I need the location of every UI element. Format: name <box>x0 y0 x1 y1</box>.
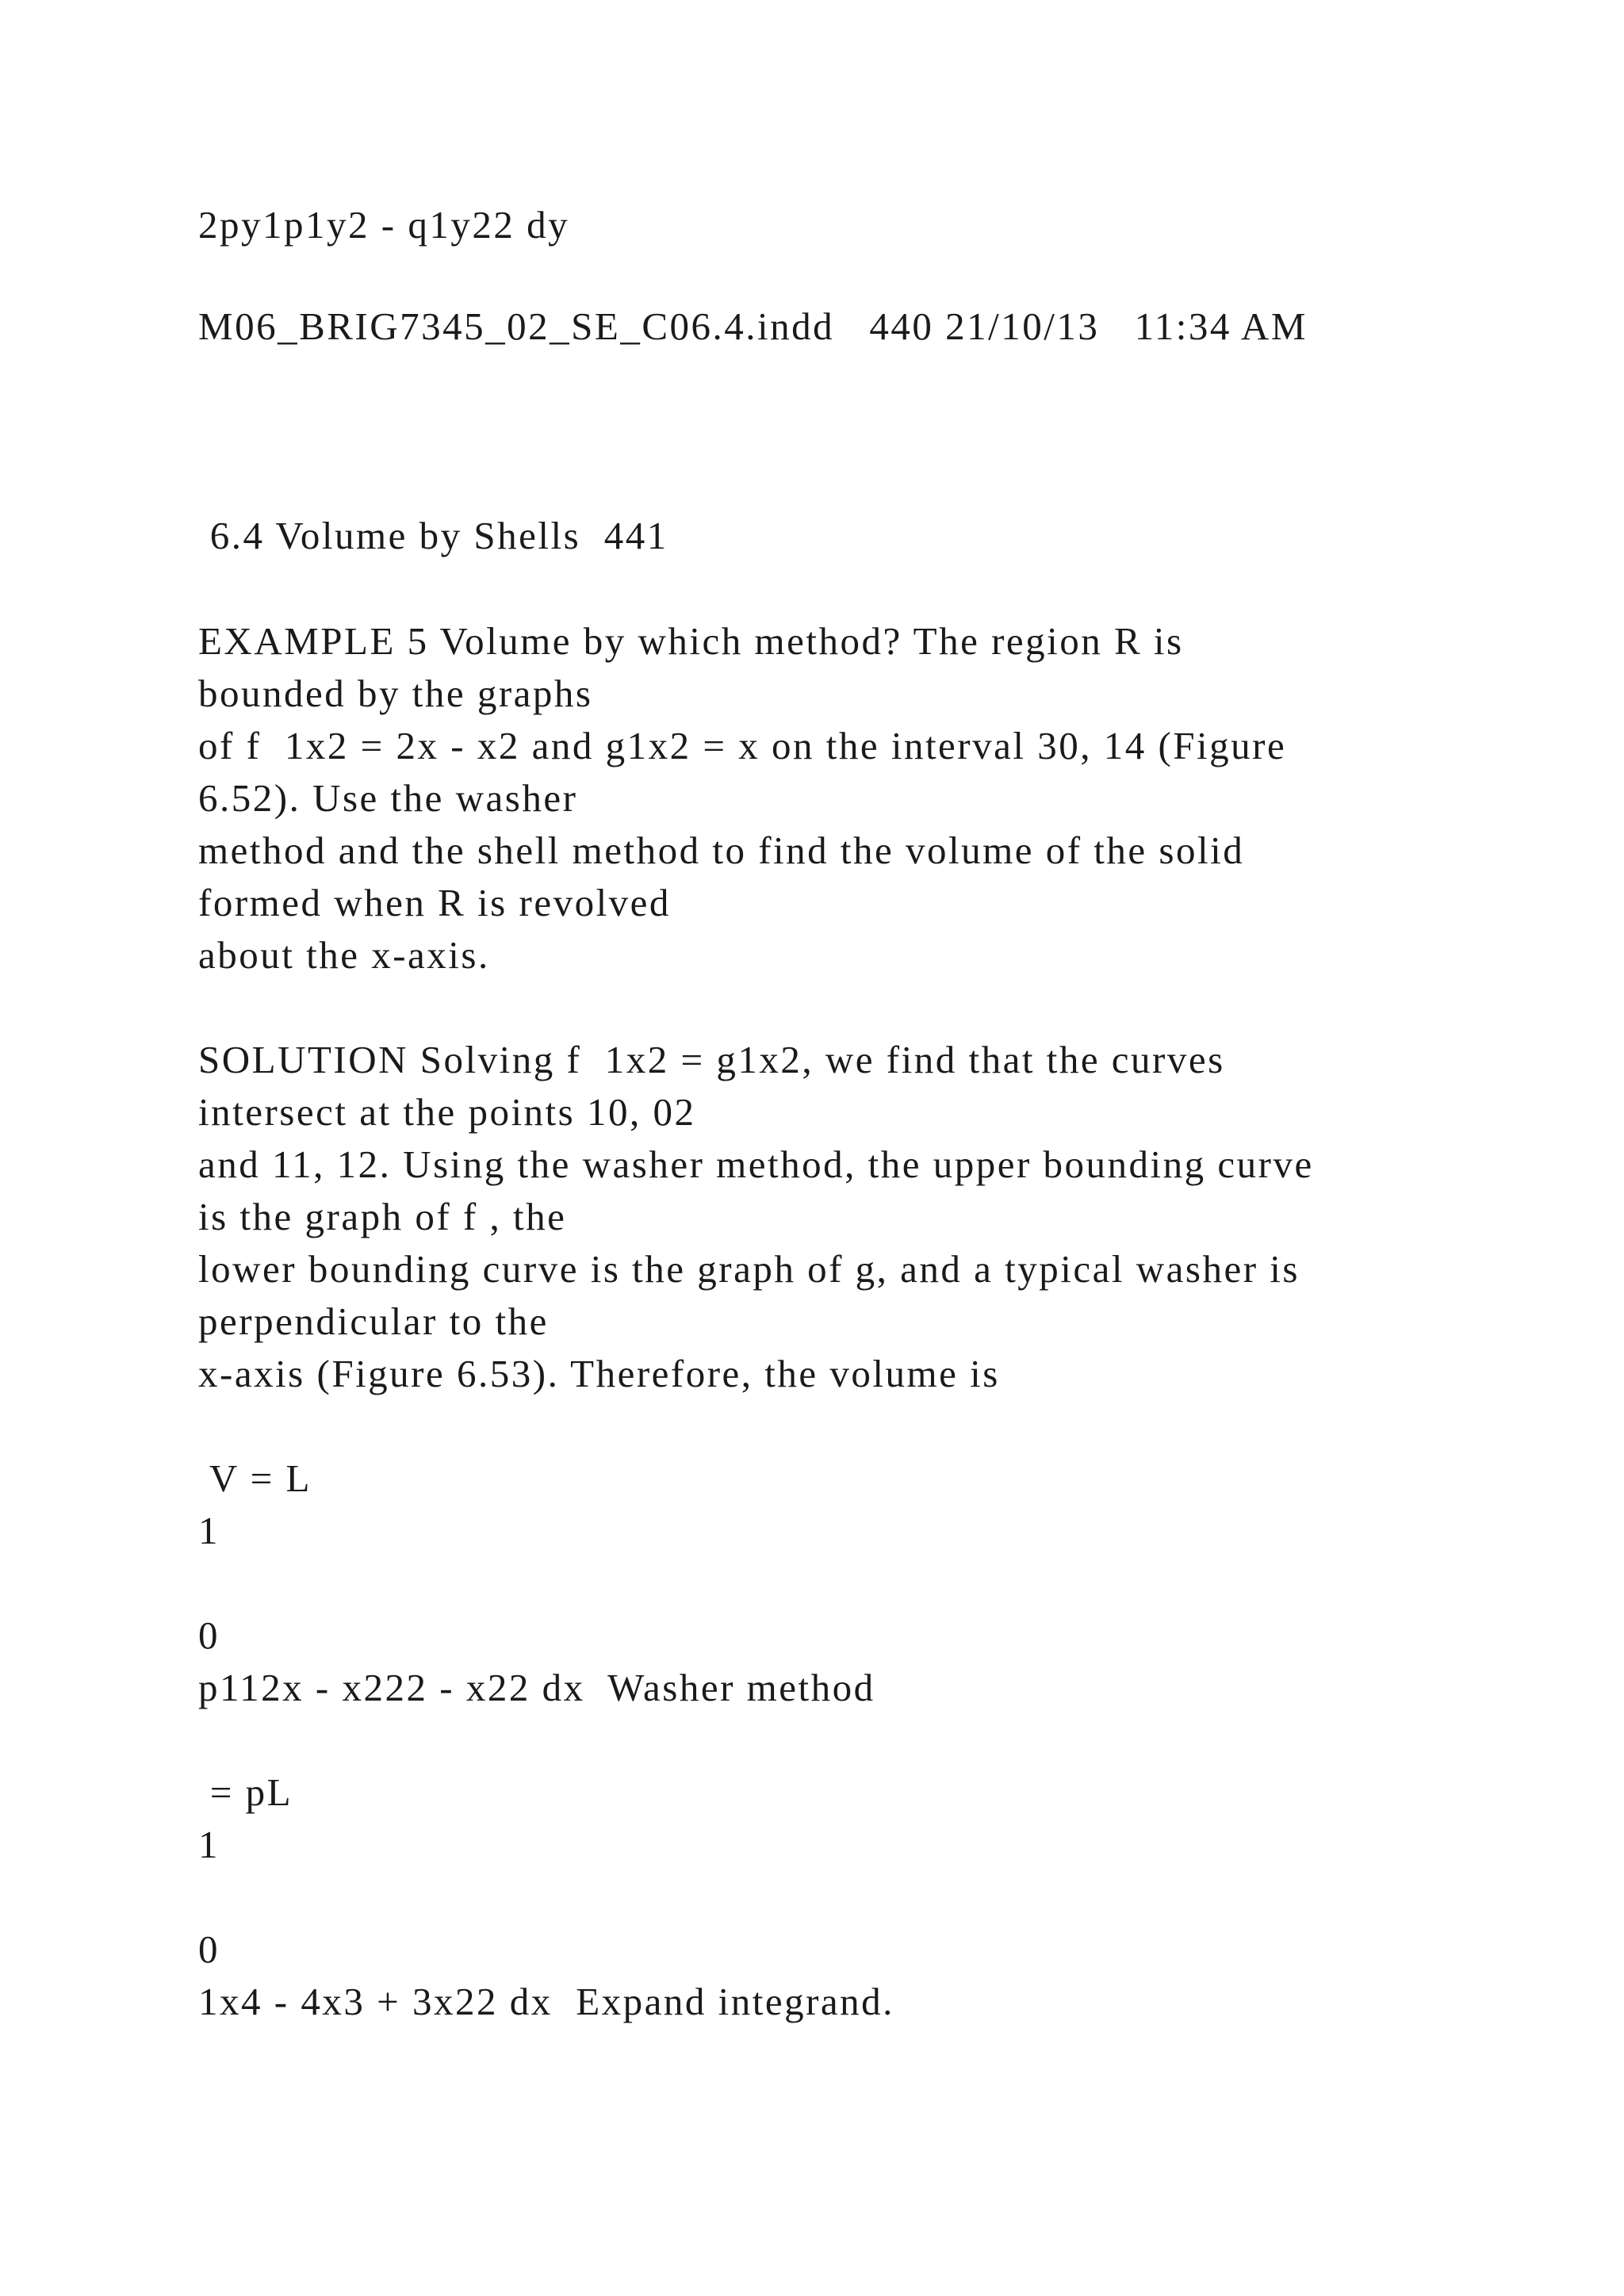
text-line: method and the shell method to find the volume of the solid <box>198 828 1245 872</box>
file-footer-line: M06_BRIG7345_02_SE_C06.4.indd 440 21/10/13 11:34 AM <box>198 304 1308 348</box>
equation-limit: 0 <box>198 1613 220 1657</box>
equation-line: = pL <box>198 1770 293 1814</box>
text-line: 6.52). Use the washer <box>198 776 578 820</box>
text-line: formed when R is revolved <box>198 881 671 924</box>
text-line: EXAMPLE 5 Volume by which method? The region R is <box>198 619 1184 663</box>
text-line: perpendicular to the <box>198 1299 549 1343</box>
text-line: is the graph of f , the <box>198 1195 567 1238</box>
equation-line: V = L <box>198 1456 312 1500</box>
text-line: and 11, 12. Using the washer method, the upper bounding curve <box>198 1142 1314 1186</box>
text-line: about the x-axis. <box>198 933 490 977</box>
text-line: x-axis (Figure 6.53). Therefore, the volume is <box>198 1352 1000 1395</box>
equation-limit: 1 <box>198 1823 220 1866</box>
text-line: bounded by the graphs <box>198 672 593 715</box>
equation-line: p112x - x222 - x22 dx Washer method <box>198 1666 875 1709</box>
text-line: intersect at the points 10, 02 <box>198 1090 696 1134</box>
text-line: 2py1p1y2 - q1y22 dy <box>198 203 570 247</box>
text-line: SOLUTION Solving f 1x2 = g1x2, we find that the curves <box>198 1038 1225 1081</box>
equation-limit: 0 <box>198 1927 220 1971</box>
equation-limit: 1 <box>198 1509 220 1552</box>
text-line: of f 1x2 = 2x - x2 and g1x2 = x on the interval 30, 14 (Figure <box>198 724 1287 767</box>
page-header-line: 6.4 Volume by Shells 441 <box>198 514 668 557</box>
equation-line: 1x4 - 4x3 + 3x22 dx Expand integrand. <box>198 1980 894 2023</box>
text-line: lower bounding curve is the graph of g, and a typical washer is <box>198 1247 1300 1291</box>
